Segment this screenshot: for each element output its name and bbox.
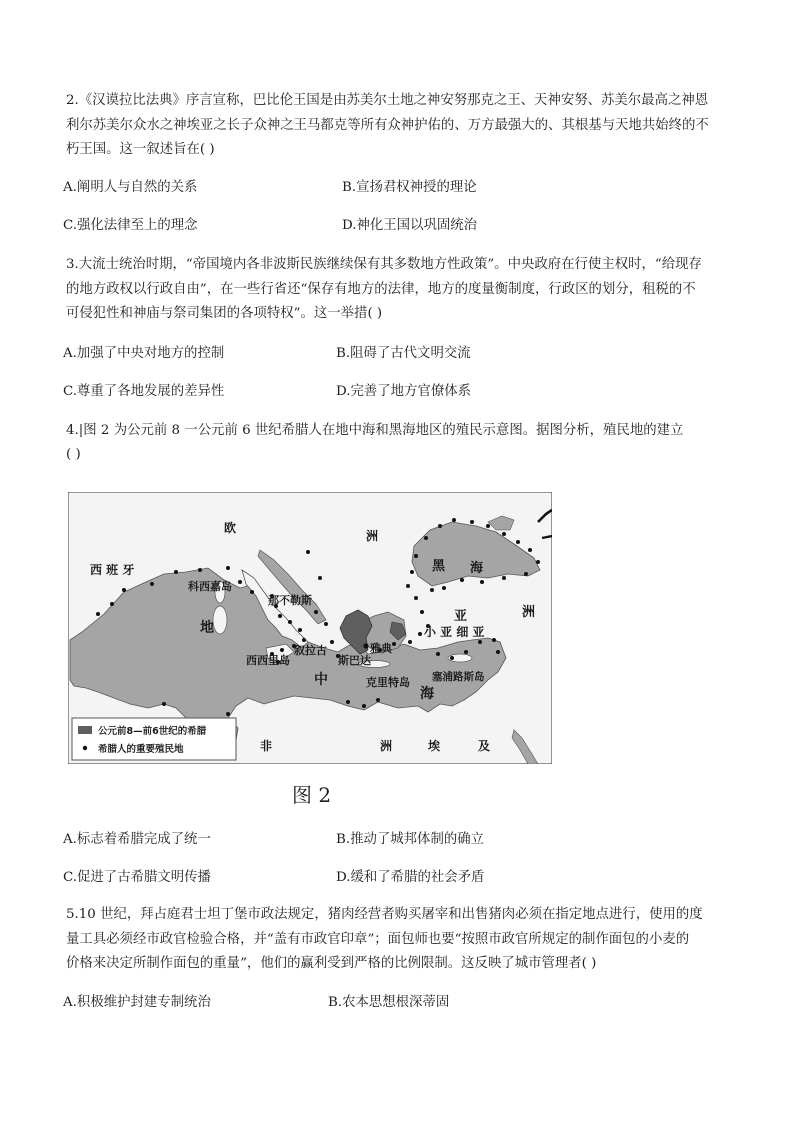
label-black-2: 海 (470, 561, 484, 576)
question-3-option-a[interactable]: A.加强了中央对地方的控制 (63, 346, 225, 361)
label-sparta: 斯巴达 (338, 654, 371, 667)
label-africa-2: 洲 (380, 739, 393, 753)
question-3-line-1: 3.大流士统治时期，“帝国境内各非波斯民族继续保有其多数地方性政策”。中央政府在行使主权时，“给现存 (66, 257, 702, 272)
question-4-option-d[interactable]: D.缓和了希腊的社会矛盾 (336, 870, 485, 885)
map-legend (72, 718, 236, 760)
legend-colony-dot (83, 746, 87, 750)
question-4-option-a[interactable]: A.标志着希腊完成了统一 (63, 832, 211, 847)
label-crete: 克里特岛 (366, 676, 410, 689)
question-2-option-d[interactable]: D.神化王国以巩固统治 (342, 218, 478, 233)
question-5-option-a[interactable]: A.积极维护封建专制统治 (63, 995, 211, 1010)
label-asia-minor: 小 亚 细 亚 (424, 625, 485, 639)
question-2-line-2: 利尔苏美尔众水之神埃亚之长子众神之王马都克等所有众神护佑的、万方最强大的、其根基与天地共始终的不 (66, 118, 709, 133)
sardinia-island (213, 606, 227, 634)
question-5-line-1: 5.10 世纪，拜占庭君士坦丁堡市政法规定，猪肉经营者购买屠宰和出售猪肉必须在指定地点进行，使用的度 (66, 907, 703, 922)
label-asia-2: 洲 (522, 605, 536, 620)
question-2-line-3: 朽王国。这一叙述旨在( ) (66, 142, 215, 157)
label-europe-2: 洲 (366, 529, 379, 543)
question-3-option-c[interactable]: C.尊重了各地发展的差异性 (63, 384, 225, 399)
label-egypt-2: 及 (478, 739, 491, 753)
label-black-1: 黑 (432, 559, 446, 574)
label-corsica: 科西嘉岛 (188, 580, 232, 593)
greek-colonization-map (68, 492, 552, 764)
question-2-option-a[interactable]: A.阐明人与自然的关系 (63, 180, 198, 195)
question-4-line-2: ( ) (66, 447, 81, 462)
question-2-line-1: 2.《汉谟拉比法典》序言宣称，巴比伦王国是由苏美尔土地之神安努那克之王、天神安努、苏美尔最高之神恩 (66, 93, 709, 108)
question-3-option-d[interactable]: D.完善了地方官僚体系 (336, 384, 472, 399)
question-4-option-b[interactable]: B.推动了城邦体制的确立 (336, 832, 485, 847)
label-sicily: 西西里岛 (246, 654, 290, 667)
label-athens: 雅典 (370, 642, 392, 655)
label-europe-1: 欧 (224, 521, 237, 535)
label-syracuse: 叙拉古 (294, 644, 327, 657)
label-africa-1: 非 (260, 739, 273, 753)
question-3-option-b[interactable]: B.阻碍了古代文明交流 (336, 346, 471, 361)
question-4-option-c[interactable]: C.促进了古希腊文明传播 (63, 870, 211, 885)
question-2-option-c[interactable]: C.强化法律至上的理念 (63, 218, 198, 233)
label-mediterranean-2: 中 (314, 672, 328, 688)
question-3-line-2: 的地方政权以行政自由”，在一些行省还“保存有地方的法律，地方的度量衡制度，行政区的划分，租税的不 (66, 282, 696, 297)
label-egypt-1: 埃 (428, 739, 441, 753)
label-mediterranean-3: 海 (420, 686, 434, 702)
map-svg (68, 492, 552, 764)
question-5-line-2: 量工具必须经市政官检验合格，并“盖有市政官印章”；面包师也要“按照市政官所规定的制作面包的小麦的 (66, 932, 690, 947)
legend-colony-label: 希腊人的重要殖民地 (98, 744, 184, 755)
label-naples: 那不勒斯 (268, 594, 312, 607)
question-5-option-b[interactable]: B.农本思想根深蒂固 (328, 995, 450, 1010)
question-3-line-3: 可侵犯性和神庙与祭司集团的各项特权”。这一举措( ) (66, 306, 383, 321)
athens-marker (363, 643, 368, 648)
label-cyprus: 塞浦路斯岛 (432, 671, 485, 683)
legend-greece-swatch (78, 726, 92, 734)
question-2-option-b[interactable]: B.宣扬君权神授的理论 (342, 180, 477, 195)
figure-caption: 图 2 (292, 783, 332, 807)
label-spain: 西 班 牙 (90, 563, 135, 577)
label-asia-1: 亚 (454, 609, 468, 624)
label-mediterranean-1: 地 (200, 620, 214, 636)
question-5-line-3: 价格来决定所制作面包的重量”，他们的赢利受到严格的比例限制。这反映了城市管理者( ) (66, 956, 597, 971)
legend-greece-label: 公元前8—前6世纪的希腊 (98, 726, 207, 737)
question-4-line-1: 4.|图 2 为公元前 8 一公元前 6 世纪希腊人在地中海和黑海地区的殖民示意图。据图分析，殖民地的建立 (66, 423, 684, 438)
